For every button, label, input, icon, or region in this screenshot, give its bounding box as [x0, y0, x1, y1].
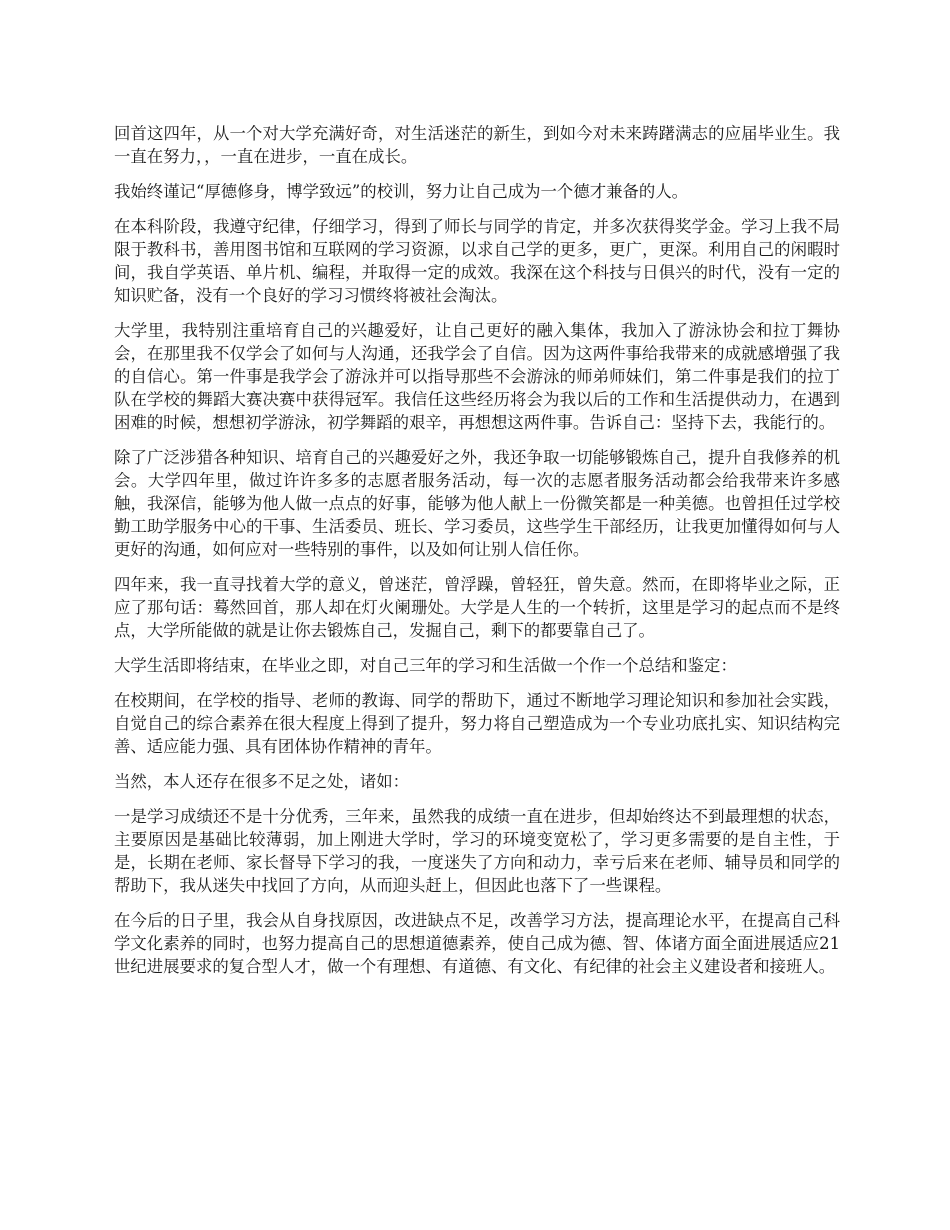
paragraph-shortcoming-one: 一是学习成绩还不是十分优秀，三年来，虽然我的成绩一直在进步，但却始终达不到最理想的状态，主要原因是基础比较薄弱，加上刚进大学时，学习的环境变宽松了，学习更多需要的是自主性，于是，长期在老师、家长督导下学习的我，一度迷失了方向和动力，幸亏后来在老师、辅导员和同学的帮助下，我从迷失中找回了方向，从而迎头赶上，但因此也落下了一些课程。 — [114, 807, 840, 895]
paragraph-growth: 在校期间，在学校的指导、老师的教诲、同学的帮助下，通过不断地学习理论知识和参加社会实践，自觉自己的综合素养在很大程度上得到了提升，努力将自己塑造成为一个专业功底扎实、知识结构完善、适应能力强、具有团体协作精神的青年。 — [114, 691, 840, 756]
paragraph-volunteer: 除了广泛涉猎各种知识、培育自己的兴趣爱好之外，我还争取一切能够锻炼自己，提升自我修养的机会。大学四年里，做过许许多多的志愿者服务活动，每一次的志愿者服务活动都会给我带来许多感触，我深信，能够为他人做一点点的好事，能够为他人献上一份微笑都是一种美德。也曾担任过学校勤工助学服务中心的干事、生活委员、班长、学习委员，这些学生干部经历，让我更加懂得如何与人更好的沟通，如何应对一些特别的事件，以及如何让别人信任你。 — [114, 448, 840, 559]
paragraph-shortcomings-intro: 当然，本人还存在很多不足之处，诸如： — [114, 772, 410, 791]
paragraph-motto: 我始终谨记“厚德修身，博学致远”的校训，努力让自己成为一个德才兼备的人。 — [114, 182, 689, 201]
paragraph-summary-intro: 大学生活即将结束，在毕业之即，对自己三年的学习和生活做一个作一个总结和鉴定： — [114, 656, 737, 675]
paragraph-future: 在今后的日子里，我会从自身找原因，改进缺点不足，改善学习方法，提高理论水平，在提高自己科学文化素养的同时，也努力提高自己的思想道德素养，使自己成为德、智、体诸方面全面进展适应21世纪进展要求的复合型人才，做一个有理想、有道德、有文化、有纪律的社会主义建设者和接班人。 — [114, 911, 840, 976]
document-body — [114, 122, 840, 990]
paragraph-hobbies: 大学里，我特别注重培育自己的兴趣爱好，让自己更好的融入集体，我加入了游泳协会和拉丁舞协会，在那里我不仅学会了如何与人沟通，还我学会了自信。因为这两件事给我带来的成就感增强了我的自信心。第一件事是我学会了游泳并可以指导那些不会游泳的师弟师妹们，第二件事是我们的拉丁队在学校的舞蹈大赛决赛中获得冠军。我信任这些经历将会为我以后的工作和生活提供动力，在遇到困难的时候，想想初学游泳，初学舞蹈的艰辛，再想想这两件事。告诉自己：坚持下去，我能行的。 — [114, 321, 840, 432]
paragraph-study: 在本科阶段，我遵守纪律，仔细学习，得到了师长与同学的肯定，并多次获得奖学金。学习上我不局限于教科书，善用图书馆和互联网的学习资源，以求自己学的更多，更广，更深。利用自己的闲暇时间，我自学英语、单片机、编程，并取得一定的成效。我深在这个科技与日俱兴的时代，没有一定的知识贮备，没有一个良好的学习习惯终将被社会淘汰。 — [114, 217, 840, 305]
paragraph-meaning: 四年来，我一直寻找着大学的意义，曾迷茫，曾浮躁，曾轻狂，曾失意。然而，在即将毕业之际，正应了那句话：蓦然回首，那人却在灯火阑珊处。大学是人生的一个转折，这里是学习的起点而不是终点，大学所能做的就是让你去锻炼自己，发掘自己，剩下的都要靠自己了。 — [114, 575, 840, 640]
paragraph-intro: 回首这四年，从一个对大学充满好奇，对生活迷茫的新生，到如今对未来踌躇满志的应届毕业生。我一直在努力，，一直在进步，一直在成长。 — [114, 124, 840, 166]
